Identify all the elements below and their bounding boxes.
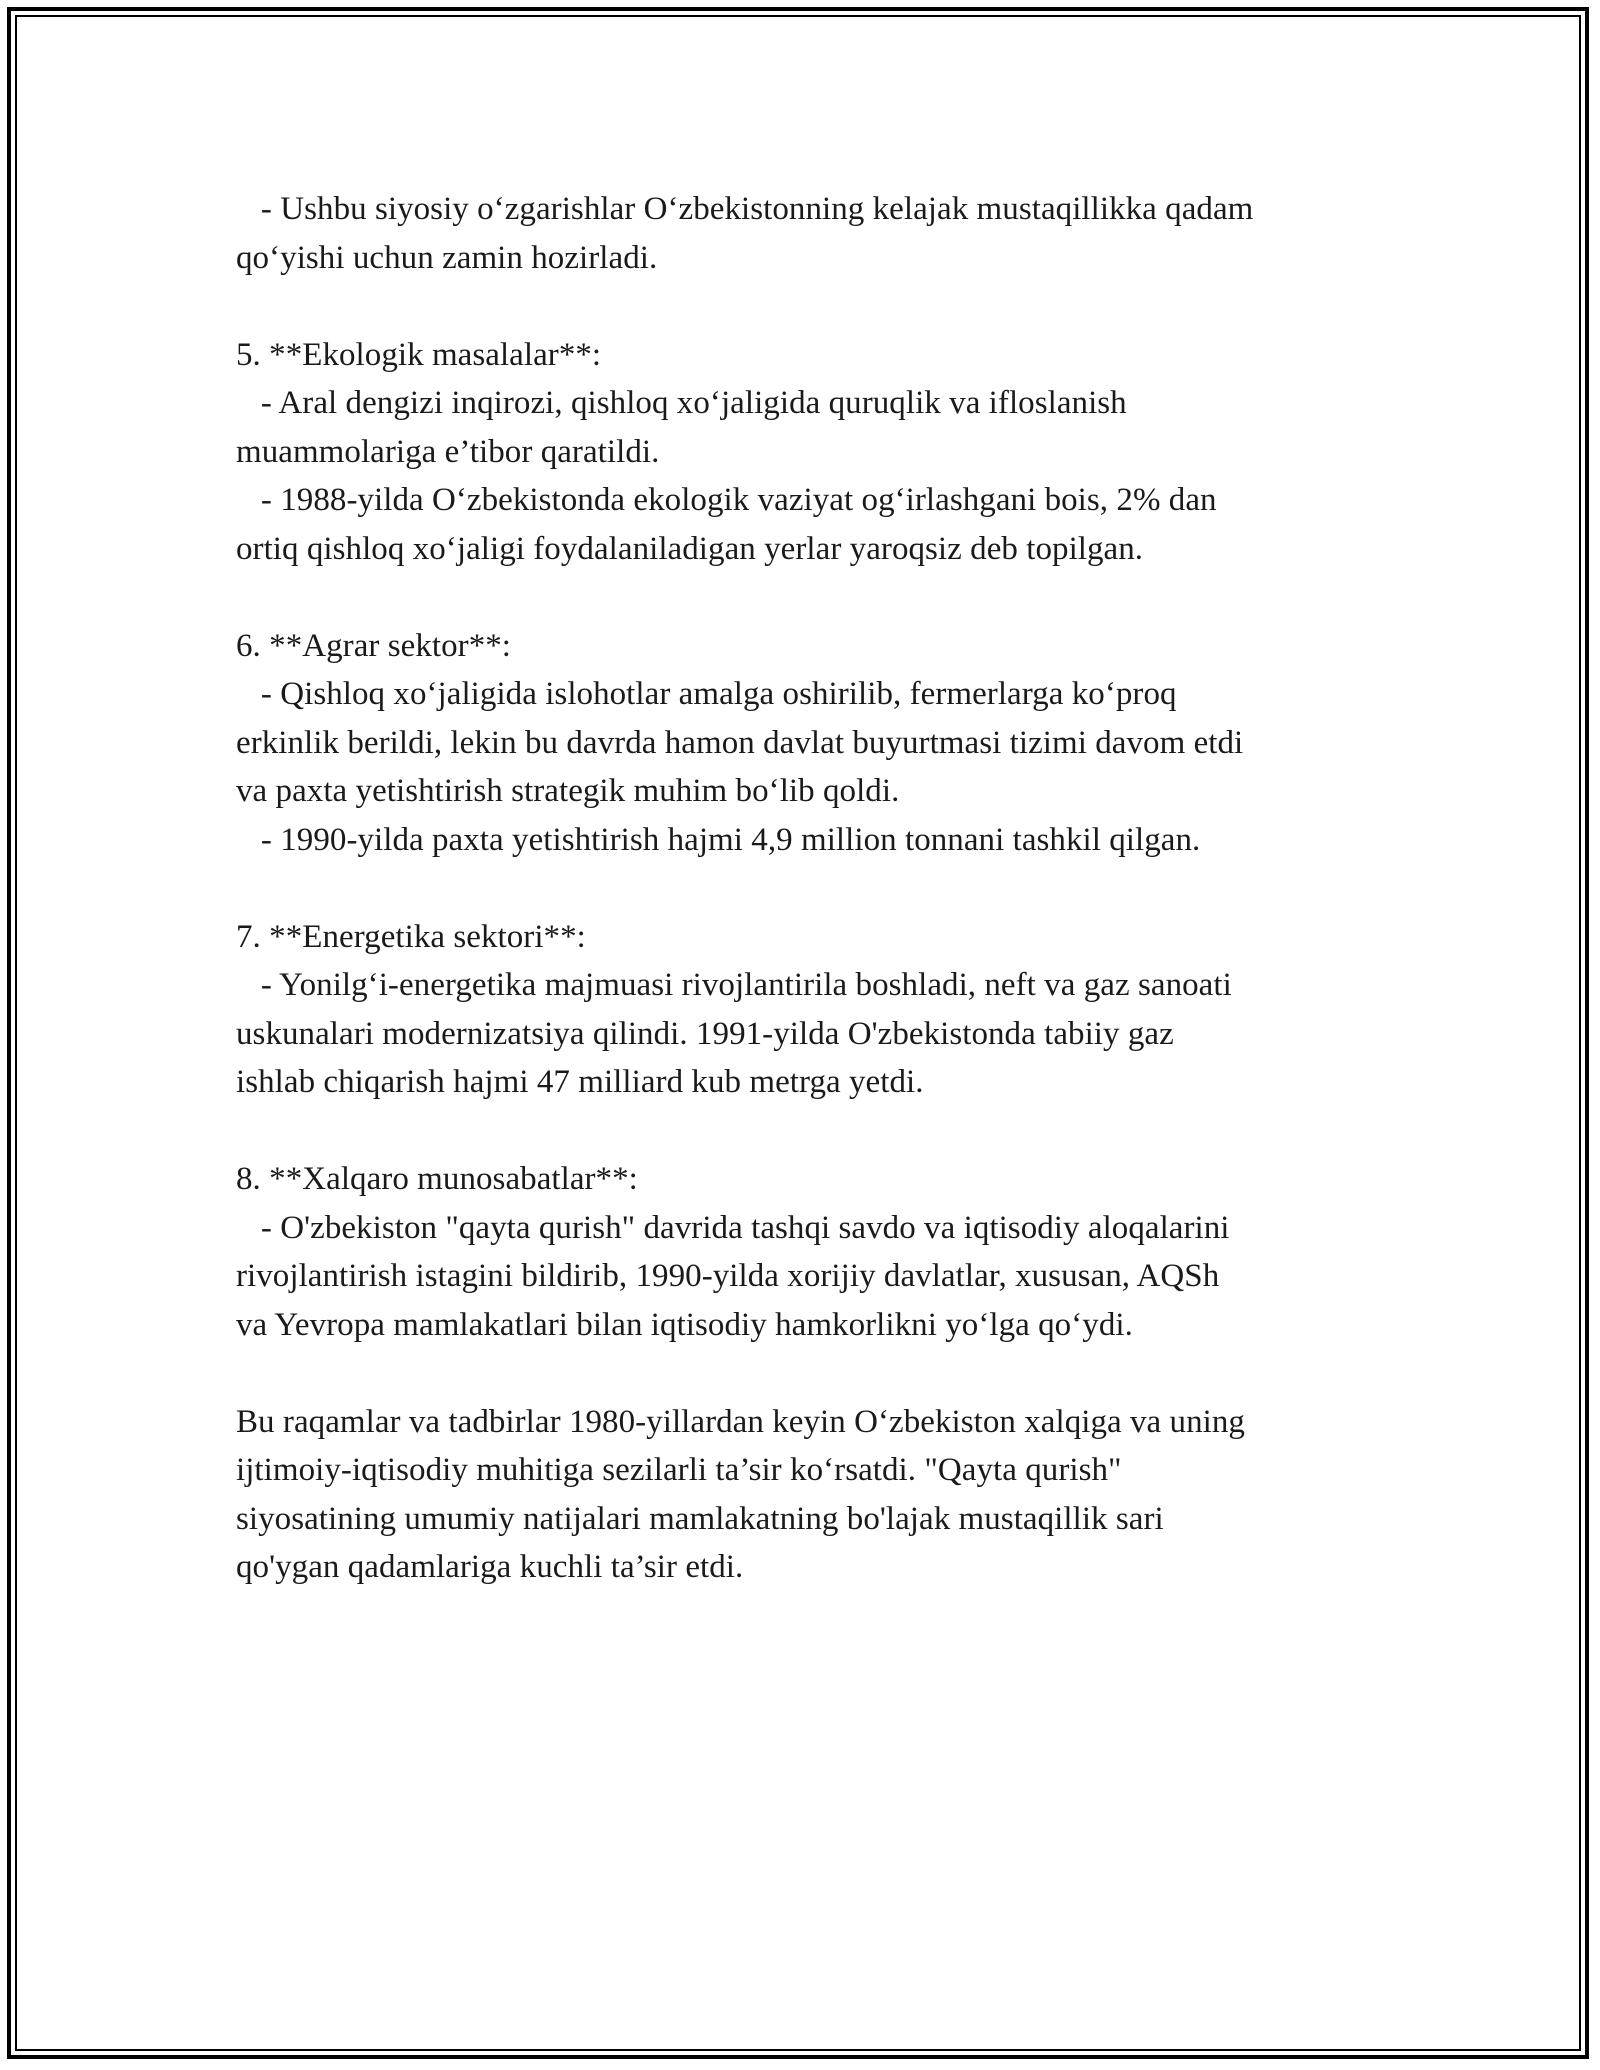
text-line: va paxta yetishtirish strategik muhim bo‘lib qoldi. <box>236 773 900 809</box>
text-line: ortiq qishloq xo‘jaligi foydalaniladigan yerlar yaroqsiz deb topilgan. <box>236 530 1144 567</box>
text-line: - O'zbekiston "qayta qurish" davrida tashqi savdo va iqtisodiy aloqalarini <box>236 1209 1230 1246</box>
text-line: qo‘yishi uchun zamin hozirladi. <box>236 239 658 276</box>
section-heading: 8. **Xalqaro munosabatlar**: <box>236 1161 638 1197</box>
section-heading: 7. **Energetika sektori**: <box>236 918 586 955</box>
paragraph-ecology <box>236 331 1376 574</box>
paragraph-gap <box>236 1107 1376 1156</box>
document-body <box>236 185 1376 1592</box>
paragraph-international <box>236 1155 1376 1349</box>
paragraph-gap <box>236 282 1376 331</box>
text-line: rivojlantirish istagini bildirib, 1990-yilda xorijiy davlatlar, xususan, AQSh <box>236 1258 1220 1294</box>
text-line: uskunalari modernizatsiya qilindi. 1991-yilda O'zbekistonda tabiiy gaz <box>236 1015 1174 1052</box>
text-line: - 1990-yilda paxta yetishtirish hajmi 4,9 million tonnani tashkil qilgan. <box>236 821 1201 858</box>
paragraph-energy <box>236 913 1376 1107</box>
text-line: - Yonilg‘i-energetika majmuasi rivojlantirila boshladi, neft va gaz sanoati <box>236 967 1232 1003</box>
section-heading: 6. **Agrar sektor**: <box>236 627 512 664</box>
paragraph-intro <box>236 185 1376 282</box>
paragraph-gap <box>236 1349 1376 1398</box>
section-heading: 5. **Ekologik masalalar**: <box>236 336 602 373</box>
text-line: siyosatining umumiy natijalari mamlakatning bo'lajak mustaqillik sari <box>236 1500 1164 1537</box>
text-line: ijtimoiy-iqtisodiy muhitiga sezilarli ta’sir ko‘rsatdi. "Qayta qurish" <box>236 1452 1122 1488</box>
paragraph-conclusion <box>236 1398 1376 1592</box>
text-line: erkinlik berildi, lekin bu davrda hamon davlat buyurtmasi tizimi davom etdi <box>236 724 1244 761</box>
text-line: - Qishloq xo‘jaligida islohotlar amalga oshirilib, fermerlarga ko‘proq <box>236 676 1177 712</box>
text-line: qo'ygan qadamlariga kuchli ta’sir etdi. <box>236 1549 744 1585</box>
text-line: - 1988-yilda O‘zbekistonda ekologik vaziyat og‘irlashgani bois, 2% dan <box>236 482 1217 518</box>
text-line: va Yevropa mamlakatlari bilan iqtisodiy hamkorlikni yo‘lga qo‘ydi. <box>236 1306 1133 1343</box>
text-line: ishlab chiqarish hajmi 47 milliard kub metrga yetdi. <box>236 1064 924 1100</box>
paragraph-gap <box>236 864 1376 913</box>
text-line: muammolariga e’tibor qaratildi. <box>236 433 660 470</box>
text-line: Bu raqamlar va tadbirlar 1980-yillardan keyin O‘zbekiston xalqiga va uning <box>236 1403 1245 1440</box>
paragraph-agrarian <box>236 622 1376 865</box>
text-line: - Aral dengizi inqirozi, qishloq xo‘jaligida quruqlik va ifloslanish <box>236 385 1127 421</box>
text-line: - Ushbu siyosiy o‘zgarishlar O‘zbekistonning kelajak mustaqillikka qadam <box>236 191 1254 227</box>
paragraph-gap <box>236 573 1376 622</box>
